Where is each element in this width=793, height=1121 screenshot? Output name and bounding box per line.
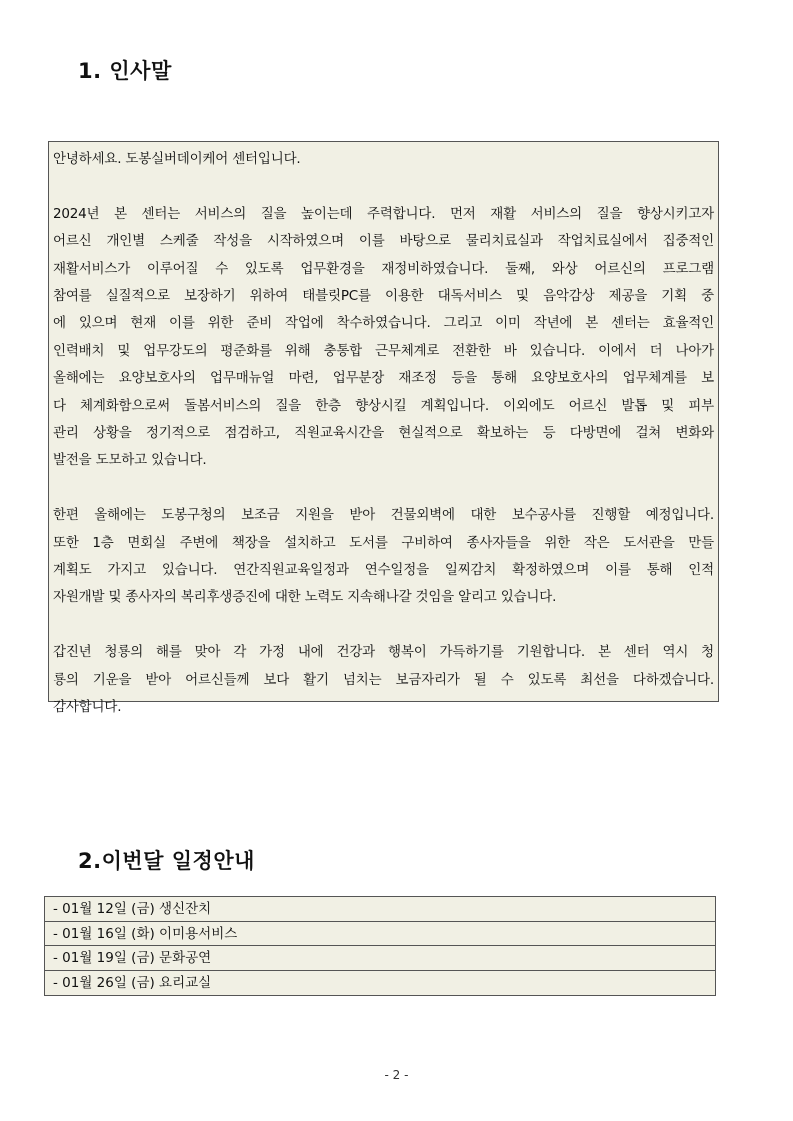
schedule-box	[44, 896, 716, 996]
greeting-line: 관리 상황을 정기적으로 점검하고, 직원교육시간을 현실적으로 확보하는 등 다방면에 걸쳐 변화와	[53, 425, 714, 442]
schedule-item: - 01월 16일 (화) 이미용서비스	[45, 922, 715, 947]
greeting-line: 자원개발 및 종사자의 복리후생증진에 대한 노력도 지속해나갈 것임을 알리고 있습니다.	[53, 589, 557, 606]
greeting-line: 감사합니다.	[53, 699, 122, 716]
greeting-line: 또한 1층 면회실 주변에 책장을 설치하고 도서를 구비하여 종사자들을 위한 작은 도서관을 만들	[53, 534, 714, 551]
greeting-line: 재활서비스가 이루어질 수 있도록 업무환경을 재정비하였습니다. 둘째, 와상 어르신의 프로그램	[53, 260, 714, 277]
greeting-line: 갑진년 청룡의 해를 맞아 각 가정 내에 건강과 행복이 가득하기를 기원합니다. 본 센터 역시 청	[53, 644, 714, 661]
greeting-line: 2024년 본 센터는 서비스의 질을 높이는데 주력합니다. 먼저 재활 서비스의 질을 향상시키고자	[53, 205, 714, 222]
greeting-line: 안녕하세요. 도봉실버데이케어 센터입니다.	[53, 151, 301, 167]
greeting-line: 다 체계화함으로써 돌봄서비스의 질을 한층 향상시킬 계획입니다. 이외에도 어르신 발톱 및 피부	[53, 397, 714, 414]
section-title-greeting: 1. 인사말	[78, 59, 172, 83]
page-number: - 2 -	[384, 1068, 409, 1082]
greeting-box	[48, 141, 719, 716]
greeting-line: 어르신 개인별 스케줄 작성을 시작하였으며 이를 바탕으로 물리치료실과 작업치료실에서 집중적인	[53, 233, 714, 250]
greeting-line: 계획도 가지고 있습니다. 연간직원교육일정과 연수일정을 일찌감치 확정하였으며 이를 통해 인적	[53, 562, 714, 579]
greeting-line: 인력배치 및 업무강도의 평준화를 위해 충통합 근무체계로 전환한 바 있습니다. 이에서 더 나아가	[53, 342, 714, 359]
greeting-line: 참여를 실질적으로 보장하기 위하여 태블릿PC를 이용한 대독서비스 및 음악감상 제공을 기획 중	[53, 288, 714, 305]
greeting-line: 올해에는 요양보호사의 업무매뉴얼 마련, 업무분장 재조정 등을 통해 요양보호사의 업무체계를 보	[53, 370, 714, 387]
schedule-item: - 01월 19일 (금) 문화공연	[45, 946, 715, 971]
section-title-schedule: 2.이번달 일정안내	[78, 849, 255, 873]
greeting-line: 발전을 도모하고 있습니다.	[53, 452, 207, 469]
greeting-line: 한편 올해에는 도봉구청의 보조금 지원을 받아 건물외벽에 대한 보수공사를 진행할 예정입니다.	[53, 507, 714, 524]
greeting-line: 에 있으며 현재 이를 위한 준비 작업에 착수하였습니다. 그리고 이미 작년에 본 센터는 효율적인	[53, 315, 714, 332]
schedule-item: - 01월 12일 (금) 생신잔치	[45, 897, 715, 922]
greeting-line: 룡의 기운을 받아 어르신들께 보다 활기 넘치는 보금자리가 될 수 있도록 최선을 다하겠습니다.	[53, 671, 714, 688]
schedule-item: - 01월 26일 (금) 요리교실	[53, 974, 212, 991]
